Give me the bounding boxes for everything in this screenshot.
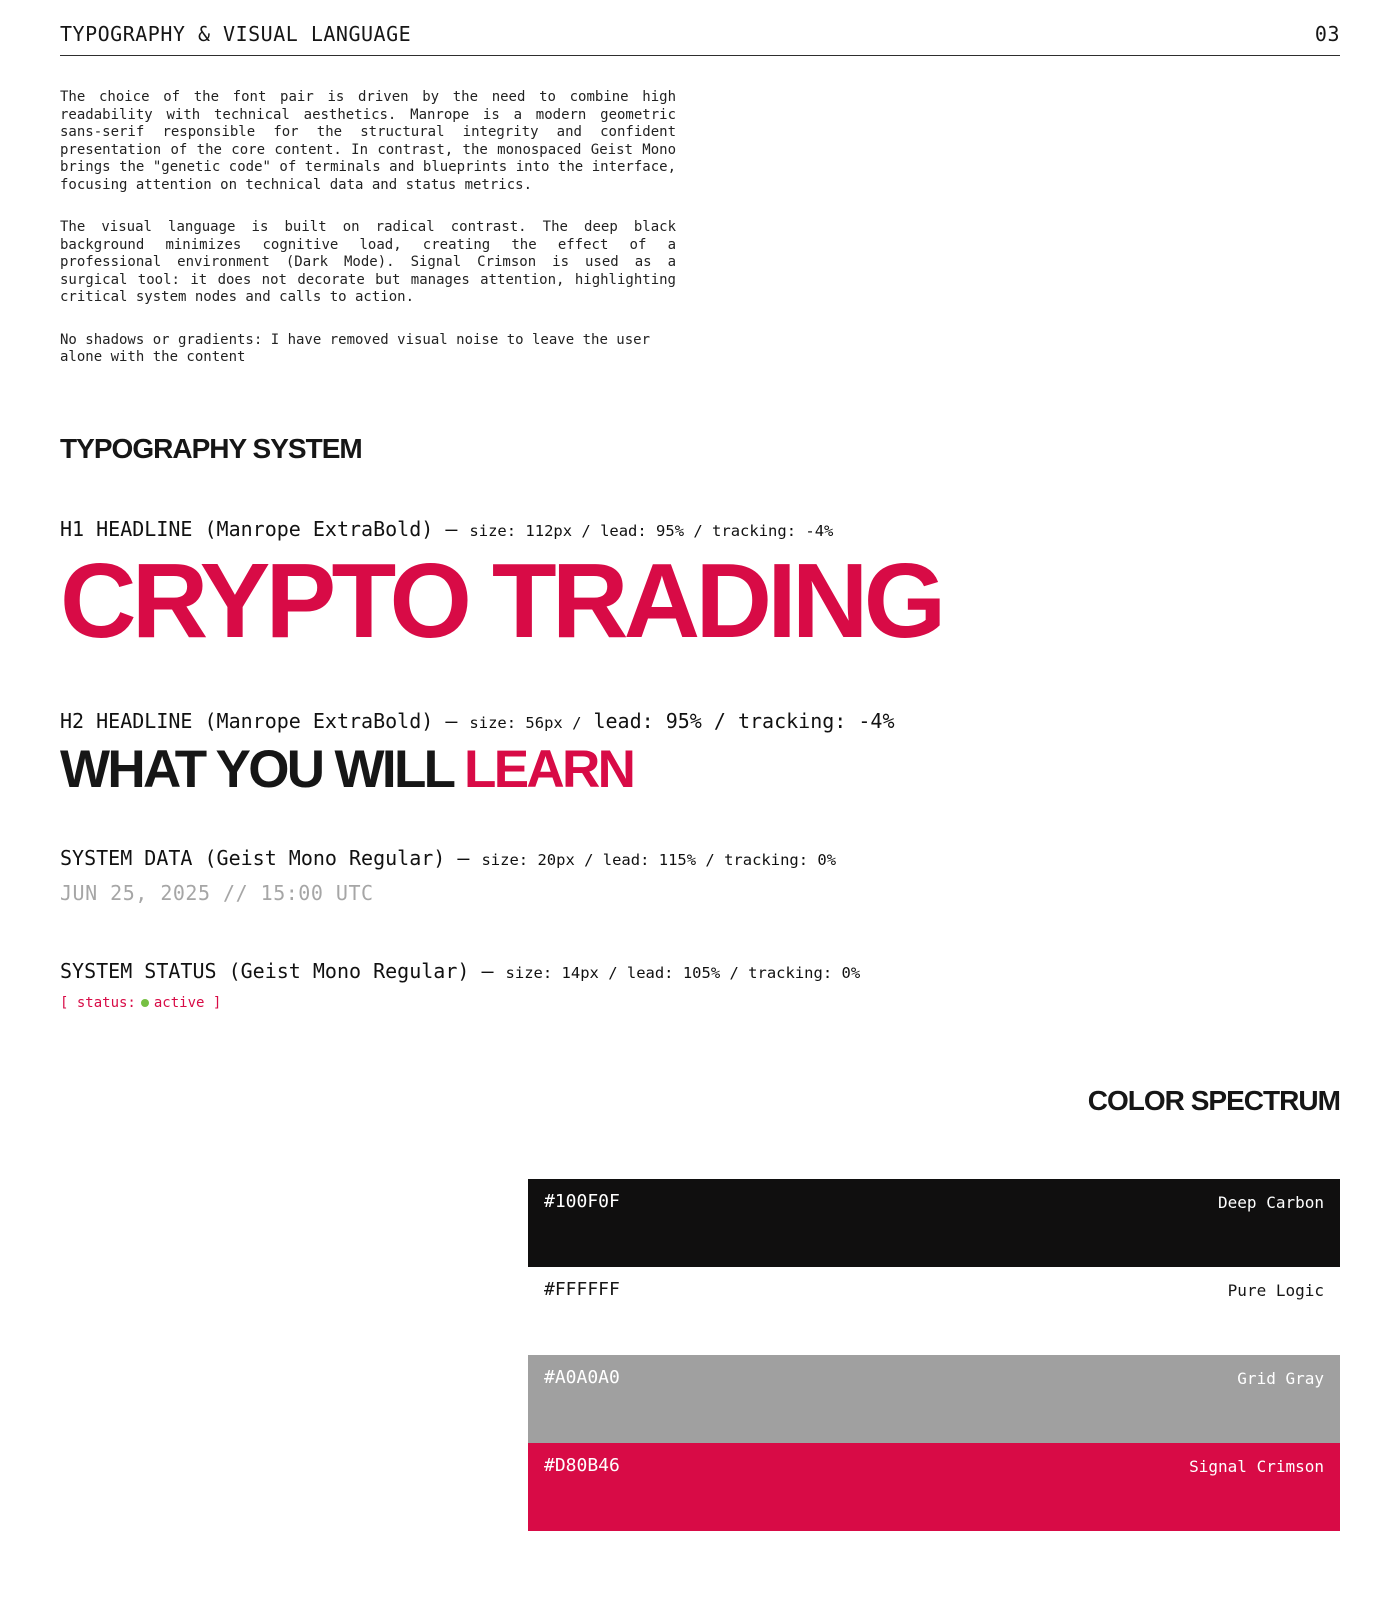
swatch-color-name: Signal Crimson <box>1189 1456 1324 1476</box>
h2-spec-values-large: lead: 95% / tracking: -4% <box>593 709 895 734</box>
system-status-spec-dash: — <box>481 958 494 983</box>
h2-spec-label: H2 HEADLINE (Manrope ExtraBold) <box>60 709 434 734</box>
system-data-spec-dash: — <box>457 845 470 870</box>
color-swatch-list <box>528 1179 1340 1531</box>
swatch-color-name: Deep Carbon <box>1218 1192 1324 1212</box>
page-header-title: TYPOGRAPHY & VISUAL LANGUAGE <box>60 22 412 46</box>
status-active-dot-icon <box>141 999 149 1007</box>
swatch-color-name: Grid Gray <box>1237 1368 1324 1388</box>
intro-paragraph-noise: No shadows or gradients: I have removed visual noise to leave the user alone with the content <box>60 331 651 365</box>
h1-spec-dash: — <box>445 516 458 541</box>
color-spectrum-title: COLOR SPECTRUM <box>1087 1084 1340 1116</box>
color-swatch-grid-gray <box>528 1355 1340 1443</box>
system-data-spec-values: size: 20px / lead: 115% / tracking: 0% <box>481 850 837 869</box>
intro-paragraph-fonts: The choice of the font pair is driven by the need to combine high readability with technical aesthetics. Manrope is a modern geometric sans-serif responsible for the structural integrity and confident presentation of the core content. In contrast, the monospaced Geist Mono brings the "genetic code" of terminals and blueprints into the interface, focusing attention on technical data and status metrics. <box>60 89 676 193</box>
h2-sample-accent: LEARN <box>464 740 634 800</box>
color-swatch-deep-carbon <box>528 1179 1340 1267</box>
intro-copy <box>60 89 676 367</box>
h1-sample-text: CRYPTO TRADING <box>60 541 942 660</box>
h1-spec-values: size: 112px / lead: 95% / tracking: -4% <box>469 521 834 540</box>
intro-paragraph-contrast: The visual language is built on radical contrast. The deep black background minimizes cognitive load, creating the effect of a professional environment (Dark Mode). Signal Crimson is used as a surgical tool: it does not decorate but manages attention, highlighting critical system nodes and calls to action. <box>60 219 676 305</box>
h1-spec-line <box>60 517 1340 541</box>
swatch-hex-code: #A0A0A0 <box>544 1366 620 1388</box>
swatch-hex-code: #D80B46 <box>544 1454 620 1476</box>
color-swatch-pure-logic <box>528 1267 1340 1355</box>
system-data-spec-line <box>60 846 1340 870</box>
h2-sample-black: WHAT YOU WILL <box>60 740 454 800</box>
h2-sample-text <box>60 740 1340 800</box>
system-status-spec-label: SYSTEM STATUS (Geist Mono Regular) <box>60 958 470 983</box>
system-data-spec-label: SYSTEM DATA (Geist Mono Regular) <box>60 845 446 870</box>
status-badge-close: active ] <box>153 994 222 1011</box>
system-status-spec-line <box>60 959 1340 983</box>
swatch-hex-code: #FFFFFF <box>544 1278 620 1300</box>
status-badge-open: [ status: <box>60 994 136 1011</box>
swatch-hex-code: #100F0F <box>544 1190 620 1212</box>
h2-spec-line <box>60 709 1340 733</box>
system-status-spec-values: size: 14px / lead: 105% / tracking: 0% <box>505 963 861 982</box>
h2-spec-values-small: size: 56px / <box>469 714 582 733</box>
swatch-color-name: Pure Logic <box>1227 1280 1324 1300</box>
page-header <box>60 0 1340 56</box>
system-status-badge <box>60 995 1340 1011</box>
typography-system-title: TYPOGRAPHY SYSTEM <box>60 432 362 464</box>
color-swatch-signal-crimson <box>528 1443 1340 1531</box>
h1-spec-label: H1 HEADLINE (Manrope ExtraBold) <box>60 516 434 541</box>
system-data-sample-timestamp: JUN 25, 2025 // 15:00 UTC <box>60 880 374 905</box>
page-number: 03 <box>1314 22 1340 46</box>
h2-spec-dash: — <box>445 709 458 734</box>
